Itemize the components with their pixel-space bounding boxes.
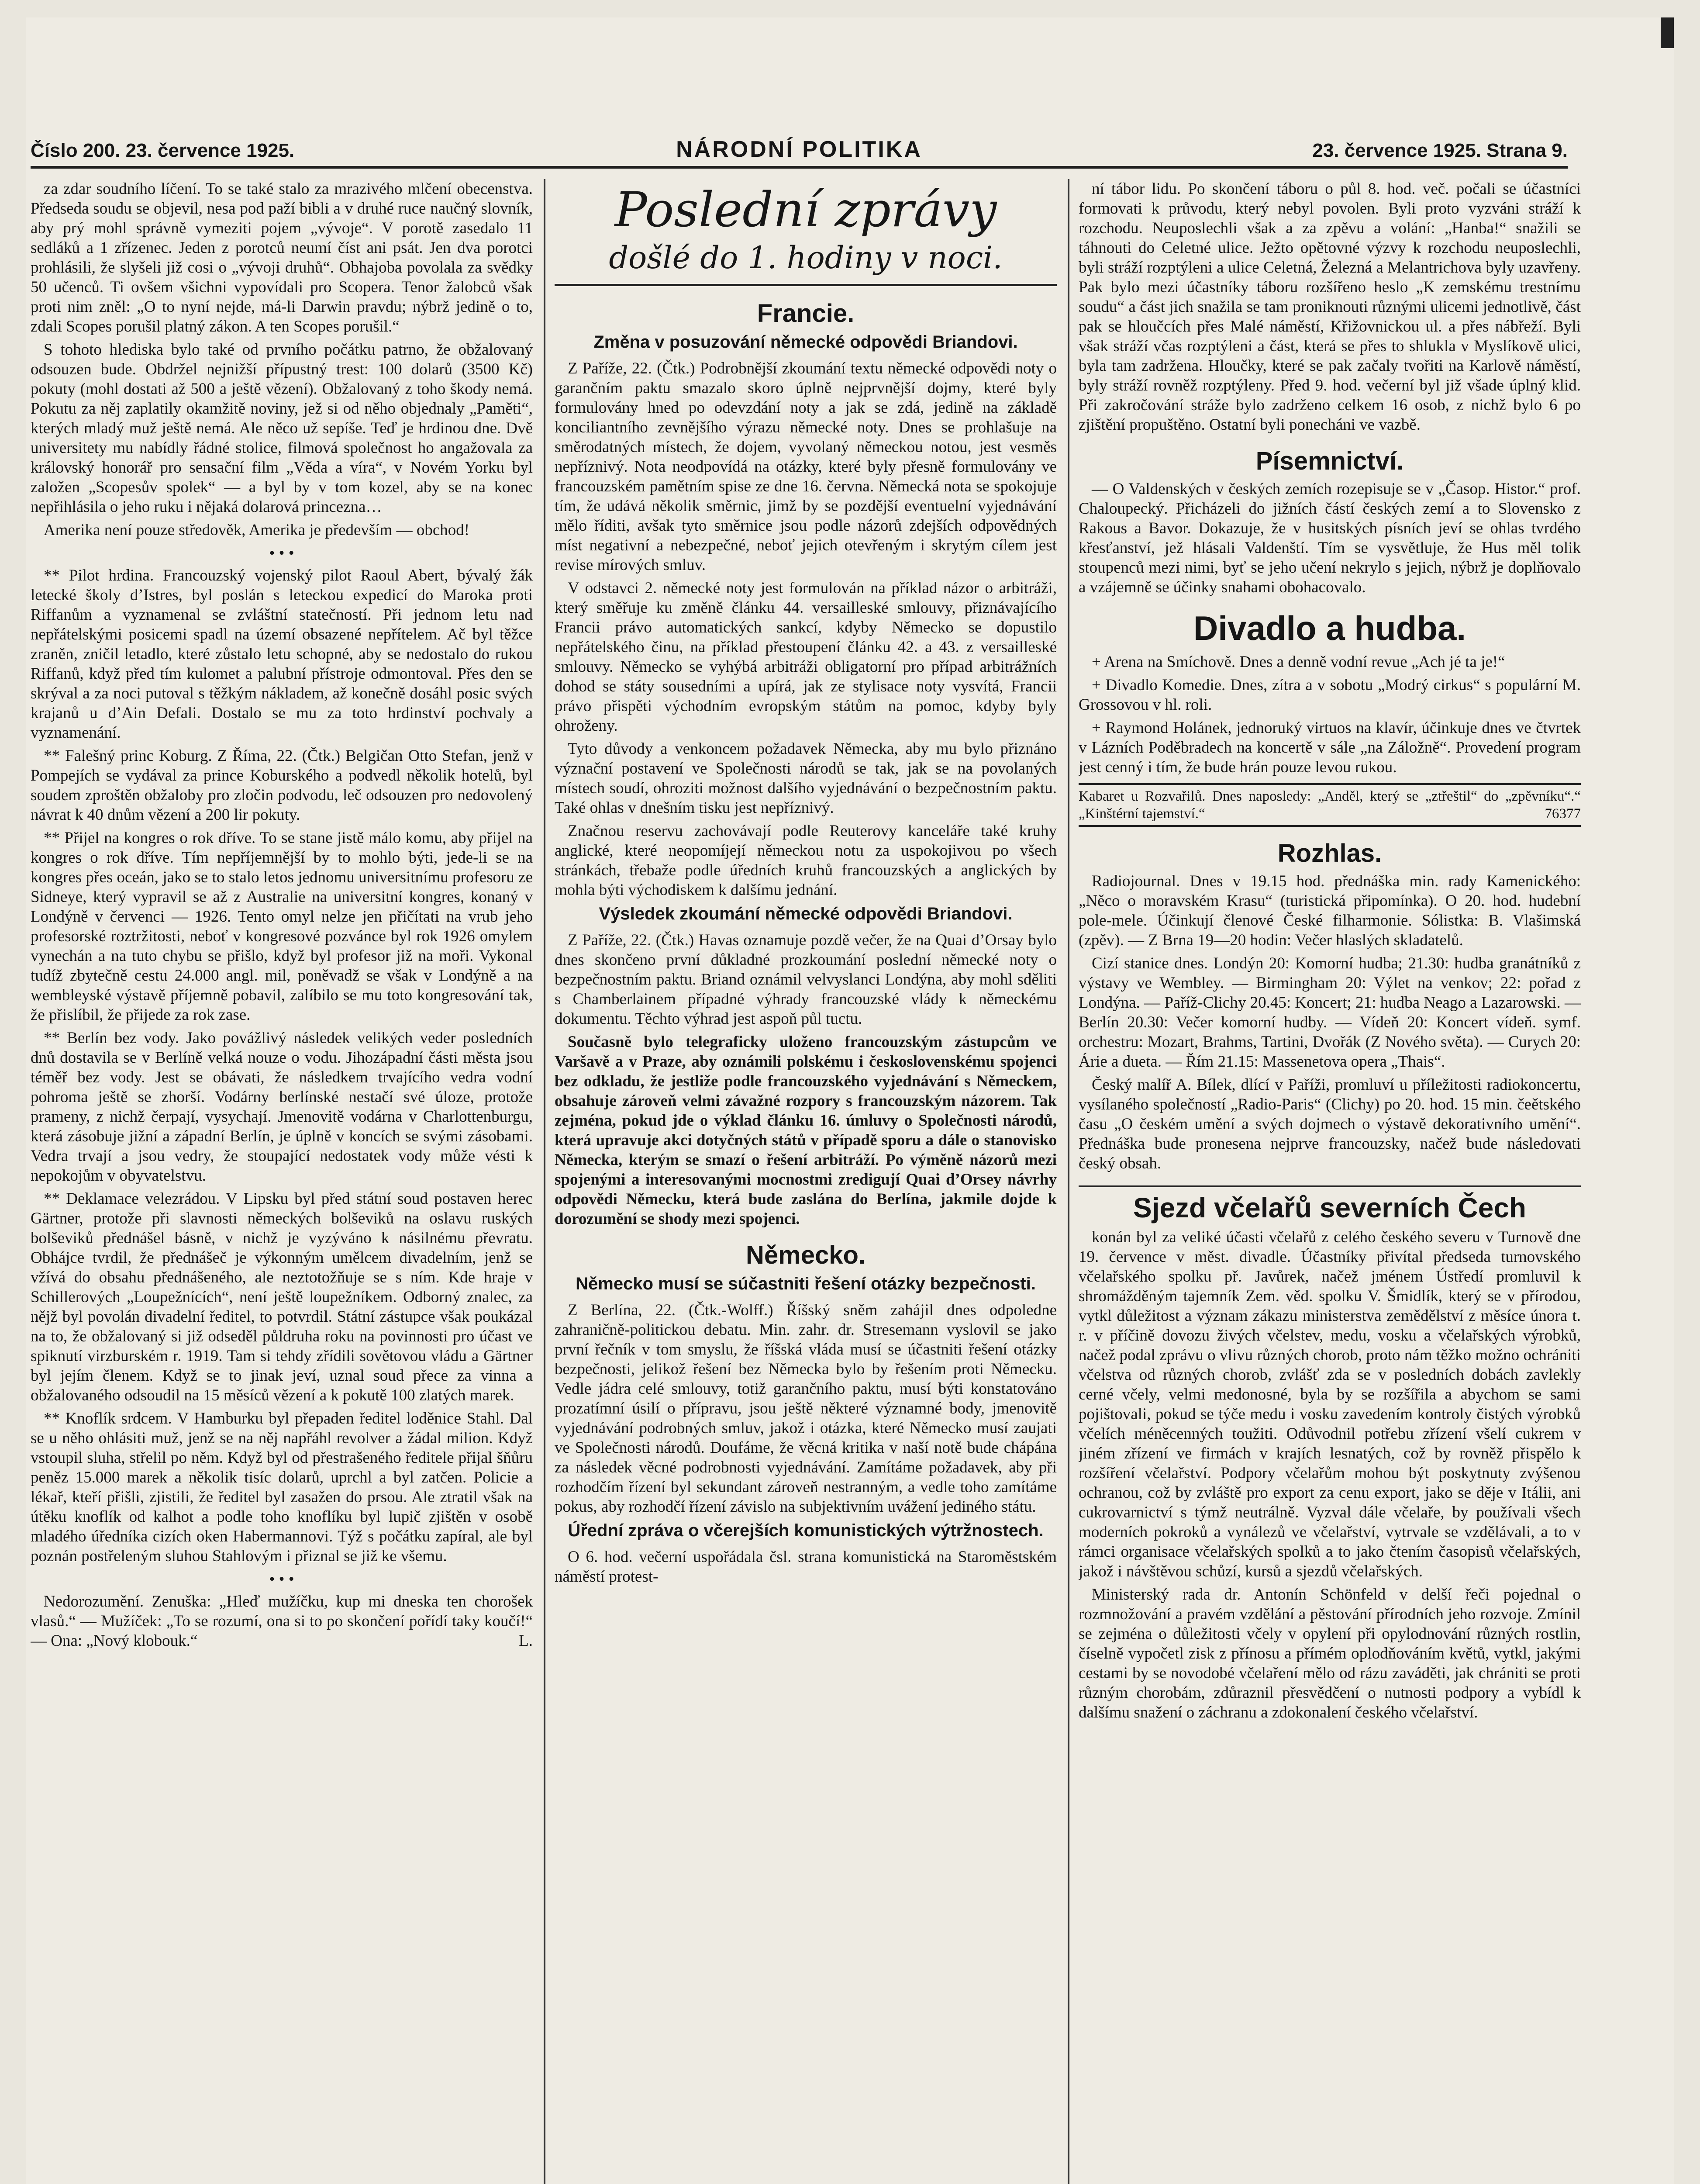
heading-result: Výsledek zkoumání německé odpovědi Briandovi. <box>599 904 1013 923</box>
joke-signature: L. <box>519 1632 533 1650</box>
news-item-button: ** Knoflík srdcem. V Hamburku byl přepaden ředitel loděnice Stahl. Dal se u něho ohlásiti muž, jenž se na něj napřáhl revolver a žádal milion. Když vstoupil sluha, střelil po něm. Když byl od přestrašeného ředitele přijal šňůru peněz 15.000 marek a několik tisíc dolarů, uprchl a byl zatčen. Policie a lékař, kteří přišli, zjistili, že ředitel byl zasažen do prsou. Ale ztratil však na útěku knoflík od kalhot a podle toho knoflíku byl lupič zjištěn v osobě mladého úředníka cizích oken Habermannovi. Týž s počátku zapíral, ale byl poznán postřeleným sluhou Stahlovým i přiznal se již ke všemu. <box>31 1410 533 1565</box>
heading-radio: Rozhlas. <box>1277 839 1382 867</box>
column-rule <box>1068 179 1069 2184</box>
subheading: Změna v posuzování německé odpovědi Briandovi. <box>593 332 1018 352</box>
column-rule <box>544 179 545 2184</box>
heading-france: Francie. <box>757 299 855 328</box>
article-text: Současně bylo telegraficky uloženo francouzským zástupcům ve Varšavě a v Praze, aby oznámili polskému i československému spojenci bez odkladu, že jestliže podle francouzského vyjednávání s Německem, obsahuje zároveň velmi závažné rozpory s francouzským názorem. Tak zejména, pokud jde o výklad článku 16. úmluvy o Společnosti národů, která upravuje akci dotyčných států v případě sporu a dále o stanovisko Německa, kterým se smazí o řešení arbitráží. Po výměně názorů mezi spojenými a interesovanými mocnostmi zredigují Quai d’Orsey návrhy odpovědi Německu, která bude zaslána do Berlína, jakmile dojde k dorozumění se shody mezi spojenci. <box>555 1033 1057 1228</box>
ad-number: 76377 <box>1545 806 1581 822</box>
subheading: Německo musí se súčastniti řešení otázky bezpečnosti. <box>576 1274 1036 1293</box>
heading-official-report: Úřední zpráva o včerejších komunistických výtržnostech. <box>568 1521 1044 1540</box>
section-subtitle: došlé do 1. hodiny v noci. <box>555 240 1057 286</box>
article-text: Z Paříže, 22. (Čtk.) Havas oznamuje pozdě večer, že na Quai d’Orsay bylo dnes skončeno první důkladné prozkoumání poslední německé noty o bezpečnostním paktu. Briand oznámil velvyslanci Londýna, aby mohl sděliti s Chamberlainem případné výhrady francouzské vlády k německému dokumentu. Těchto výhrad jest aspoň půl tuctu. <box>555 931 1057 1028</box>
article-text: S tohoto hlediska bylo také od prvního počátku patrno, že obžalovaný odsouzen bude. Obdržel nejnižší přípustný trest: 100 dolarů (3500 Kč) pokuty (mohl dostati až 500 a ještě vězení). Obžalovaný z toho škody nemá. Pokutu za něj zaplatily okamžitě noviny, jež si od něho objednaly „Paměti“, kterých mladý muž ještě nemá. Ale něco už sepíše. Teď je hrdinou dne. Dvě universitety mu nabídly řádné stolice, filmová společnost ho angažovala za královský honorář pro sensační film „Věda a víra“, v Novém Yorku byl založen „Scopesův spolek“ — a byl by v tom kozel, aby se na konec nepřihlásila o jeho ruku i nějaká dolarová princezna… <box>31 341 533 516</box>
article-text: O 6. hod. večerní uspořádala čsl. strana komunistická na Staroměstském náměstí protest- <box>555 1548 1057 1586</box>
listing: + Raymond Holánek, jednoruký virtuos na klavír, účinkuje dnes ve čtvrtek v Lázních Poděbradech na koncertě v sále „na Záložně“. Provedení program jest cenný i tím, že bude hrán pouze levou rukou. <box>1079 719 1581 776</box>
listing: + Arena na Smíchově. Dnes a denně vodní revue „Ach jé ta je!“ <box>1092 653 1505 671</box>
article-text: Amerika není pouze středověk, Amerika je především — obchod! <box>44 521 470 539</box>
news-item-pilot: ** Pilot hrdina. Francouzský vojenský pilot Raoul Abert, bývalý žák letecké školy d’Istres, byl poslán s leteckou expedicí do Maroka proti Riffanům a vyznamenal se zvláštní statečností. Při jednom letu nad nepřátelskými posicemi spadl na území obsazené nepřítelem. Ač byl těžce zraněn, zničil letadlo, které zůstalo letu schopné, aby se nedostalo do rukou Riffanů, když před tím kulomet a palubní přístroje odmontoval. Přes den se skrýval a za noci putoval s těžkým nákladem, až konečně dosáhl posic svých krajanů u d’Ain Defali. Dostalo se mu za toto hrdinství pochvaly a vyznamenání. <box>31 567 533 742</box>
heading-germany: Německo. <box>745 1241 866 1269</box>
article-text: Tyto důvody a venkoncem požadavek Německa, aby mu bylo přiznáno význační postavení ve Společnosti národů se tak, jak se na povolaných místech soudí, ohroziti možnost dalšího vyjednávání o bezpečnostním paktu. Také ohlas v dnešním tisku jest nepříznivý. <box>555 740 1057 817</box>
news-item-prince: ** Falešný princ Koburg. Z Říma, 22. (Čtk.) Belgičan Otto Stefan, jenž v Pompejích se vydával za prince Koburského a podvedl několik hotelů, byl soudem zproštěn obžaloby pro zločin podvodu, leč odsouzen pro nedovolený návrat k 40 dnům vězení a 200 lir pokuty. <box>31 747 533 824</box>
article-text: — O Valdenských v českých zemích rozepisuje se v „Časop. Histor.“ prof. Chaloupecký. Přicházeli do jižních částí českých zemí a to Slovensko z Rakous a Bavor. Dokazuje, že v husitských písních jeví se ohlas tvrdého křesťanství, jež hlásali Valdenští. Tím se vysvětluje, že Hus měl tolik stoupenců mezi nimi, byť se jeho učení nekrylo s jejich, nýbrž je doplňovalo a vzájemně se účinky snahami obohacovalo. <box>1079 480 1581 596</box>
article-text: V odstavci 2. německé noty jest formulován na příklad názor o arbitráži, který směřuje ku změně článku 44. versailleské smlouvy, přiznávajícího Francii právo automatických sankcí, kdyby Německo se dopustilo nepřátelského činu, na příklad přestoupení článku 42. a 43. z versailleské smlouvy. Německo se vyhýbá arbitráži obligatorní pro případ arbitrážních dohod se státy sousedními a upírá, jak ze stylisace noty vysvítá, Francii právo přispěti východním evropským státům na pomoc, kdyby byly ohroženy. <box>555 579 1057 735</box>
news-item-berlin: ** Berlín bez vody. Jako povážlivý následek velikých veder posledních dnů dostavila se v Berlíně velká nouze o vodu. Jihozápadní části města jsou téměř bez vody. Jest se obávati, že následkem trvajícího vedra vodní pohroma ještě se zhorší. Vodárny berlínské nestačí své úloze, protože prameny, z nichž čerpají, vysychají. Jmenovitě vodárna v Charlottenburgu, která zásobuje jižní a západní Berlín, je úplně v koncích se svými zásobami. Vedra trvají a jsou vedry, že stoupající nedostatek vody může vésti k nepokojům v obyvatelstvu. <box>31 1029 533 1185</box>
separator: • • • <box>269 1570 294 1588</box>
article-text: Radiojournal. Dnes v 19.15 hod. přednáška min. rady Kamenického: „Něco o moravském Krasu“ (turistická připomínka). O 20. hod. hudební pole-mele. Účinkují členové České filharmonie. Sólistka: B. Vlašimská (zpěv). — Z Brna 19—20 hodin: Večer hlaslých skladatelů. <box>1079 872 1581 949</box>
news-item-recital: ** Deklamace velezrádou. V Lipsku byl před státní soud postaven herec Gärtner, protože při slavnosti německých bolševiků na oslavu ruských bolševiků přednášel básně, v nichž je vyzýváno k násilnému převratu. Obhájce tvrdil, že přednášeč je výkonným umělcem divadelním, jenž se vžívá do obsahu přednášeného, ale neztotožňuje se s ním. Kde hraje v Schillerových „Loupežnících“, není ještě loupežníkem. Odborný znalec, za nějž byl povolán divadelní ředitel, to potvrdil. Státní zástupce však poukázal na to, že obžalovaný si již odseděl půldruha roku na povinnosti pro účast ve spiknutí virzburském r. 1919. Tam si tehdy zřídili sovětovou vládu a Gärtner byl jejím členem. Když se to jinak jeví, uznal soud přece za vinna a obžalovaného odsoudil na 15 měsíců vězení a k pokutě 100 zlatých marek. <box>31 1190 533 1404</box>
column-1 <box>31 179 533 2184</box>
heading-theatre-music: Divadlo a hudba. <box>1193 609 1466 647</box>
heading-literature: Písemnictví. <box>1255 447 1404 475</box>
page-info: 23. července 1925. Strana 9. <box>1312 140 1568 161</box>
advertisement: Kabaret u Rozvařilů. Dnes naposledy: „Anděl, který se „ztřeštil“ do „zpěvníku“.“ „Kinštérní tajemství.“ 76377 <box>1079 783 1581 827</box>
heading-beekeepers: Sjezd včelařů severních Čech <box>1079 1185 1581 1224</box>
section-title-latest-news: Poslední zprávy <box>614 182 997 238</box>
article-text: Cizí stanice dnes. Londýn 20: Komorní hudba; 21.30: hudba granátníků z výstavy ve Wembley. — Birmingham 20: Výlet na venkov; 22: pořad z Londýna. — Paříž-Clichy 20.45: Koncert; 21: hudba Neago a Lazarowski. — Berlín 20.30: Večer komorní hudby. — Vídeň 20: Koncert vídeň. symf. orchestru: Mozart, Brahms, Tartini, Dvořák (Z Nového světa). — Curych 20: Árie a dueta. — Řím 21.15: Massenetova opera „Thais“. <box>1079 954 1581 1071</box>
column-2 <box>555 179 1057 2184</box>
article-text: ní tábor lidu. Po skončení táboru o půl 8. hod. več. počali se účastníci formovati k průvodu, který nebyl povolen. Byli proto vyzváni stráží k rozchodu. Neuposlechli však a za zpěvu a volání: „Hanba!“ snažili se táhnouti do Celetné ulice. Ježto opětovné výzvy k rozchodu neuposlechli, byli stráží rozptýleni a ulice Celetná, Železná a Melantrichova byly uzavřeny. Pak bylo mezi účastníky táboru rozšířeno heslo „K zemskému trestnímu soudu“ a část jich snažila se tam proniknouti různými ulicemi jednotlivě, část pak se hloučcích přes Malé náměstí, Křižovnickou ul. a přes nábřeží. Byli však stráží včas rozptýleni a část, která se přes to shlukla v Myslíkově ulici, byla tam zadržena. Hloučky, které se pak začaly tvořiti na Karlově náměstí, byly stráží rovněž rozptýleny. Před 9. hod. večerní byl již všade úplný klid. Při zakročování stráže bylo zadrženo celkem 16 osob, z nichž bylo 6 po zjištění propuštěno. Ostatní byli ponecháni ve vazbě. <box>1079 180 1581 434</box>
article-text: za zdar soudního líčení. To se také stalo za mrazivého mlčení obecenstva. Předseda soudu se objevil, nesa pod paží bibli a v druhé ruce naučný slovník, aby prý mohl správně vymeziti pojem „vývoje“. V porotě zasedalo 11 sedláků a 1 zřízenec. Jeden z porotců neumí číst ani psát. Jen dva porotci prohlásili, že slyšeli již cosi o „vývoji druhů“. Obhajoba povolala za svědky 50 učenců. Ti ovšem všichni vypovídali pro Scopera. Tenor žalobců však proti nim zněl: „O to nyní nejde, má-li Darwin pravdu; nýbrž jedině o to, zdali Scopes porušil platný zákon. A ten Scopes porušil.“ <box>31 180 533 335</box>
joke: Nedorozumění. Zenuška: „Hleď mužíčku, kup mi dneska ten chorošek vlasů.“ — Mužíček: „To se rozumí, ona si to po skončení pořídí taky koučí!“ — Ona: „Nový klobouk.“ L. <box>31 1593 533 1650</box>
article-text: Ministerský rada dr. Antonín Schönfeld v delší řeči pojednal o rozmnožování a pravém vzdělání a pěstování přírodních jeho rozvoje. Zmínil se zejména o důležitosti včely v opylení při opylodnování různých rostlin, číselně vypočetl zisk z přínosu a přímém oplodňováním květů, vytkl, jakými cestami by se novodobé včelaření mělo od rázu zaváděti, jak chrániti se proti různým chorobám, zdůraznil přesvědčení o nutnosti podpory a vybídl k dalšímu snažení o záchranu a zdokonalení českého včelařství. <box>1079 1586 1581 1721</box>
news-item-congress: ** Přijel na kongres o rok dříve. To se stane jistě málo komu, aby přijel na kongres o rok dříve. Tím nepříjemnější by to mohlo býti, jede-li se na kongres přes oceán, jako se to stalo letos jednomu universitnímu profesoru ze Sidneye, který vypravil se až z Australie na universitní kongres, konaný v Londýně v červenci — 1926. Tento omyl nelze jen přičítati na vrub jeho profesorské roztržitosti, neboť v kongresové pozvánce byl rok 1926 omylem vynechán a na tuto chybu se přišlo, když byl profesor již na moři. Vykonal tudíž zbytečně cestu 24.000 angl. mil, poněvadž se však v Londýně a na wembleyské výstavě příjemně pobavil, zalíbilo se mu toto kongresování tak, že přislíbil, že přijede za rok zase. <box>31 829 533 1024</box>
listing: + Divadlo Komedie. Dnes, zítra a v sobotu „Modrý cirkus“ s populární M. Grossovou v hl. roli. <box>1079 676 1581 714</box>
article-text: konán byl za veliké účasti včelařů z celého českého severu v Turnově dne 19. července v měst. divadle. Účastníky přivítal předseda turnovského včelařského spolku př. Javůrek, načež jménem Ústředí promluvil k shromážděným tajemník Zem. věd. spolku V. Šmidlík, který se v přírodou, vytkl důležitost a význam zákazu ministerstva zemědělství z měsíce února t. r. v příčině dovozu živých včelstev, medu, vosku a včelařských výrobků, načež podal zprávu o vlivu různých chorob, proto nám těžko možno ochrániti včelstva od různých chorob, zvlášť zda se v posledních dobách zavlekly cerné včely, velmi medonosné, byla by se rozšířila a abychom se sami pojištovali, pokud se týče medu i vosku zavedením kontroly čistých výrobků včelích méněcenných toužiti. Odůvodnil potřebu zřízení všelí cukrem v jiném zřízení ve firmách v krajích lesnatých, což by rovněž přispělo k rozšíření včelařství. Podpory včelařům mohou být poskytnuty zvýšenou ochranou, což by zvláště pro export za cenu export, jako se děje v Itálii, ani cukrovarnictví s týmž neutrálně. Vyzval dále včelaře, by používali všech moderních pokroků a vynálezů ve včelařství, vytrvale se vzdělávali, a to v rámci organisace včelařských spolků a to jako čtením časopisů včelařských, jakož i návštěvou schůzí, kursů a sjezdů včelařských. <box>1079 1228 1581 1580</box>
article-text: Značnou reservu zachovávají podle Reuterovy kanceláře také kruhy anglické, které neopomíjejí německou notu za uspokojivou po všech stránkách, třebaže podle úředních kruhů francouzských a anglických by mohla býti východiskem k dalšímu jednání. <box>555 822 1057 899</box>
article-text: Český malíř A. Bílek, dlící v Paříži, promluví u příležitosti radiokoncertu, vysílaného společností „Radio-Paris“ (Clichy) po 20. hod. 15 min. čeětského času „O českém umění a svých dojmech o výstavě dekorativního umění“. Přednáška bude pronesena nejprve francouzsky, načež bude následovati český obsah. <box>1079 1076 1581 1172</box>
masthead: NÁRODNÍ POLITIKA <box>676 137 922 162</box>
separator: • • • <box>269 544 294 562</box>
issue-info: Číslo 200. 23. července 1925. <box>31 140 295 161</box>
page-header <box>31 131 1568 169</box>
page-edge-mark <box>1661 17 1674 48</box>
article-text: Z Paříže, 22. (Čtk.) Podrobnější zkoumání textu německé odpovědi noty o garančním paktu smazalo skoro úplně nejprvnější dojmy, které byly formulovány hned po odevzdání noty a jak se zdá, jedině na základě konciliantního zevnějšího výrazu německé noty. Dnes se prohlašuje na směrodatných místech, že dojem, vyvolaný německou notou, jest vesměs nepříznivý. Nota neodpovídá na otázky, které byly přesně formulovány ve francouzském pamětním spise ze dne 16. června. Německá nota se spokojuje tím, že udává několik směrnic, jimž by se pozdější eventuelní vyjednávání mělo říditi, avšak tyto směrnice jsou podle názorů zdejších odpovědných míst negativní a nebezpečné, neboť jejich otevřeným i skrytým cílem jest revise mírových smluv. <box>555 359 1057 574</box>
article-text: Z Berlína, 22. (Čtk.-Wolff.) Říšský sněm zahájil dnes odpoledne zahraničně-politickou debatu. Min. zahr. dr. Stresemann vyslovil se jako první řečník v tom smyslu, že říšská vláda musí se účastniti řešení otázky bezpečnosti, jelikož řešení bez Německa bylo by řešením proti Německu. Vedle jádra celé smlouvy, totiž garančního paktu, musí býti konstatováno prozatímní úsilí o přípravu, jsou ještě některé významné body, jmenovitě vyjednávání podrobných smluv, jakož i otázka, které Německo musí zaujati ve Společnosti národů. Doufáme, že věcná kritika v naší notě bude chápána za následek věcné podrobnosti vyjednávání. Zamítáme požadavek, aby při rozhodčím řízení byl sekundant zároveň nestranným, a vedle toho zamítáme pokus, aby rozhodčí řízení závislo na subjektivním uvážení jediného státu. <box>555 1301 1057 1516</box>
column-3 <box>1079 179 1581 2184</box>
